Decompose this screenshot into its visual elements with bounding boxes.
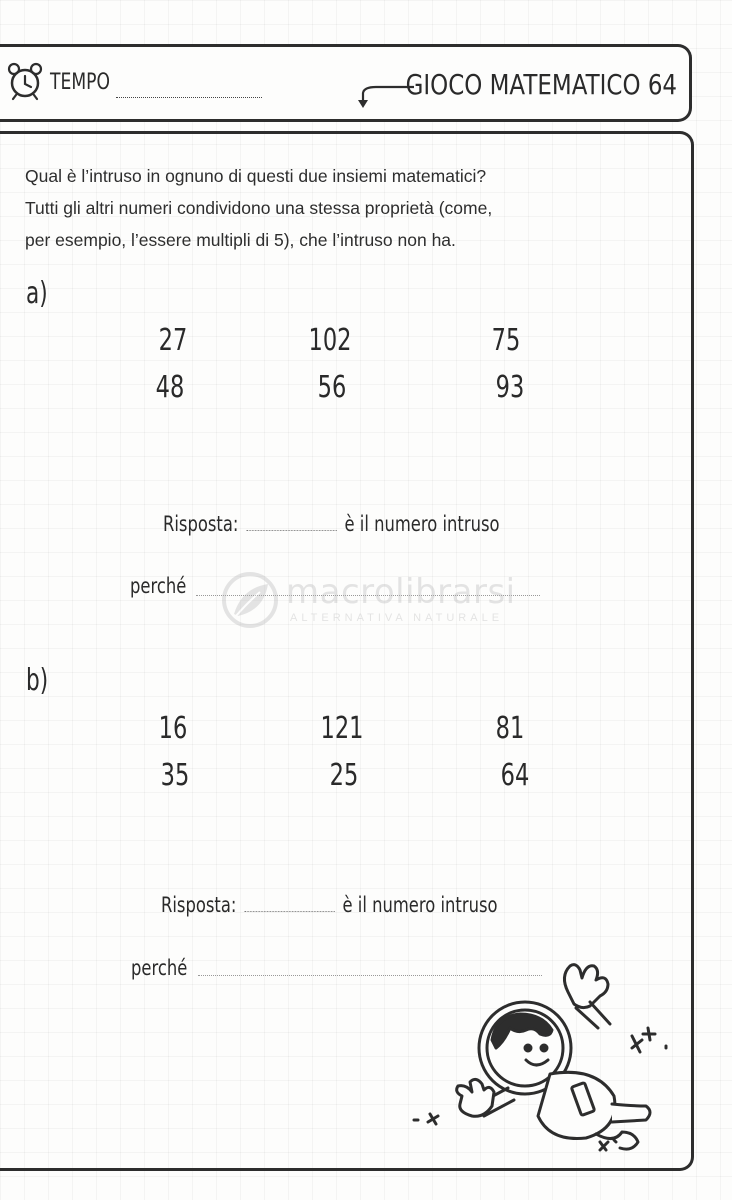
section-a-label: a) [26, 276, 48, 311]
number-cell: 56 [317, 370, 347, 405]
header-bar [0, 44, 692, 122]
section-b-label: b) [26, 663, 49, 698]
number-cell: 81 [495, 711, 525, 746]
number-cell: 27 [158, 323, 188, 358]
instructions-line: Qual è l’intruso in ognuno di questi due insiemi matematici? [25, 166, 487, 186]
tempo-input-line[interactable] [116, 97, 262, 98]
number-cell: 93 [495, 370, 525, 405]
answer-suffix: è il numero intruso [344, 512, 500, 536]
number-cell: 35 [160, 758, 190, 793]
number-cell: 75 [491, 323, 521, 358]
tempo-label: TEMPO [50, 70, 110, 95]
instructions [25, 160, 625, 256]
watermark [220, 570, 540, 630]
number-cell: 121 [320, 711, 364, 746]
game-title: GIOCO MATEMATICO 64 [405, 68, 677, 101]
watermark-brand: macrolibrarsi [286, 572, 516, 612]
answer-label: Risposta: [163, 512, 239, 536]
answer-suffix: è il numero intruso [342, 893, 498, 917]
answer-input-a[interactable] [246, 530, 336, 531]
number-cell: 16 [158, 711, 188, 746]
why-label-b: perché [131, 956, 188, 980]
answer-row-b [161, 893, 498, 917]
answer-input-b[interactable] [244, 911, 334, 912]
number-cell: 25 [329, 758, 359, 793]
number-cell: 102 [308, 323, 352, 358]
answer-row-a [163, 512, 500, 536]
instructions-line: Tutti gli altri numeri condividono una stessa proprietà (come, [25, 198, 493, 218]
watermark-tagline: ALTERNATIVA NATURALE [290, 612, 504, 624]
astronaut-illustration [400, 956, 690, 1156]
why-label-a: perché [130, 574, 187, 598]
answer-label: Risposta: [161, 893, 237, 917]
leaf-logo-icon [220, 570, 280, 630]
number-cell: 64 [500, 758, 530, 793]
alarm-clock-icon [4, 60, 46, 102]
instructions-line: per esempio, l’essere multipli di 5), che l’intruso non ha. [25, 230, 456, 250]
number-cell: 48 [155, 370, 185, 405]
